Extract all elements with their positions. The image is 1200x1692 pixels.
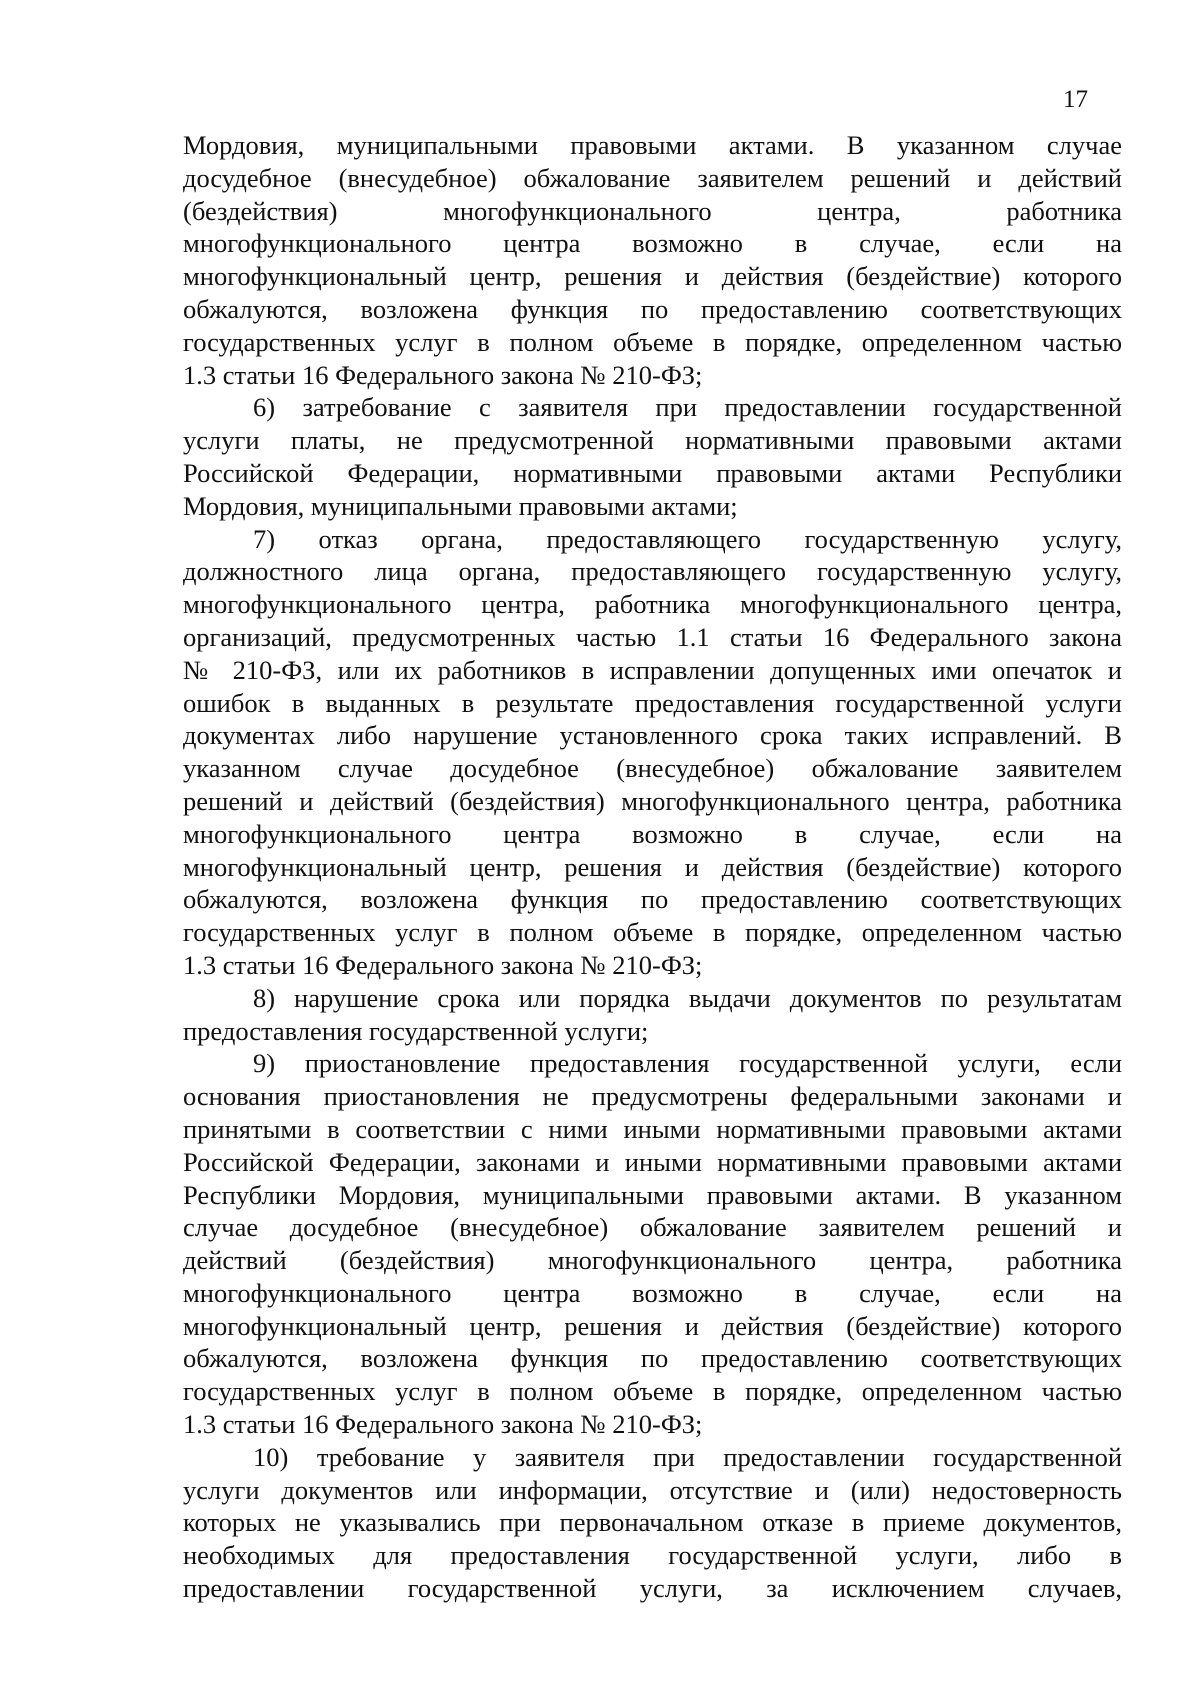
text-line: государственных услуг в полном объеме в порядке, определенном частью — [183, 1376, 1122, 1407]
text-line: 8) нарушение срока или порядка выдачи документов по результатам — [253, 982, 1122, 1013]
text-line: многофункциональный центр, решения и действия (бездействие) которого — [183, 261, 1122, 292]
paragraph — [183, 129, 1122, 391]
text-line: действий (бездействия) многофункционального центра, работника — [183, 1245, 1122, 1276]
text-line: 9) приостановление предоставления государственной услуги, если — [253, 1048, 1122, 1079]
text-line: 6) затребование с заявителя при предоставлении государственной — [253, 392, 1122, 423]
text-line: многофункционального центра возможно в случае, если на — [183, 818, 1122, 849]
text-line: услуги платы, не предусмотренной нормативными правовыми актами — [183, 425, 1122, 456]
text-line: обжалуются, возложена функция по предоставлению соответствующих — [183, 1343, 1122, 1374]
paragraph — [183, 1441, 1122, 1605]
text-line: указанном случае досудебное (внесудебное) обжалование заявителем — [183, 753, 1122, 784]
text-line: многофункционального центра, работника многофункционального центра, — [183, 589, 1122, 620]
text-line: Российской Федерации, нормативными правовыми актами Республики — [183, 457, 1122, 488]
text-line: 1.3 статьи 16 Федерального закона № 210-ФЗ; — [183, 359, 703, 390]
text-line: предоставления государственной услуги; — [183, 1015, 649, 1046]
paragraph — [183, 982, 1122, 1048]
text-line: досудебное (внесудебное) обжалование заявителем решений и действий — [183, 162, 1122, 193]
text-line: предоставлении государственной услуги, за исключением случаев, — [183, 1573, 1122, 1604]
text-line: основания приостановления не предусмотрены федеральными законами и — [183, 1081, 1122, 1112]
document-body — [183, 129, 1122, 1605]
text-line: Республики Мордовия, муниципальными правовыми актами. В указанном — [183, 1179, 1122, 1210]
text-line: Российской Федерации, законами и иными нормативными правовыми актами — [183, 1146, 1122, 1177]
text-line: обжалуются, возложена функция по предоставлению соответствующих — [183, 293, 1122, 324]
text-line: 1.3 статьи 16 Федерального закона № 210-ФЗ; — [183, 949, 703, 980]
text-line: организаций, предусмотренных частью 1.1 статьи 16 Федерального закона — [183, 621, 1122, 652]
text-line: услуги документов или информации, отсутствие и (или) недостоверность — [183, 1474, 1122, 1505]
text-line: многофункциональный центр, решения и действия (бездействие) которого — [183, 1310, 1122, 1341]
text-line: 10) требование у заявителя при предоставлении государственной — [253, 1441, 1122, 1472]
text-line: решений и действий (бездействия) многофункционального центра, работника — [183, 785, 1122, 816]
paragraph — [183, 523, 1122, 982]
paragraph — [183, 391, 1122, 522]
text-line: Мордовия, муниципальными правовыми актами. В указанном случае — [183, 130, 1122, 160]
text-line: случае досудебное (внесудебное) обжалование заявителем решений и — [183, 1212, 1122, 1243]
text-line: ошибок в выданных в результате предоставления государственной услуги — [183, 687, 1122, 718]
text-line: (бездействия) многофункционального центра, работника — [183, 195, 1122, 226]
text-line: 7) отказ органа, предоставляющего государственную услугу, — [253, 523, 1122, 554]
paragraph — [183, 1047, 1122, 1441]
text-line: многофункциональный центр, решения и действия (бездействие) которого — [183, 851, 1122, 882]
text-line: государственных услуг в полном объеме в порядке, определенном частью — [183, 326, 1122, 357]
text-line: 1.3 статьи 16 Федерального закона № 210-ФЗ; — [183, 1409, 703, 1440]
text-line: Мордовия, муниципальными правовыми актами; — [183, 490, 738, 521]
text-line: принятыми в соответствии с ними иными нормативными правовыми актами — [183, 1113, 1122, 1144]
text-line: многофункционального центра возможно в случае, если на — [183, 228, 1122, 259]
text-line: документах либо нарушение установленного срока таких исправлений. В — [183, 720, 1122, 751]
text-line: обжалуются, возложена функция по предоставлению соответствующих — [183, 884, 1122, 915]
text-line: должностного лица органа, предоставляющего государственную услугу, — [183, 556, 1122, 587]
text-line: которых не указывались при первоначальном отказе в приеме документов, — [183, 1507, 1122, 1538]
text-line: государственных услуг в полном объеме в порядке, определенном частью — [183, 917, 1122, 948]
text-line: необходимых для предоставления государственной услуги, либо в — [183, 1540, 1122, 1571]
text-line: многофункционального центра возможно в случае, если на — [183, 1277, 1122, 1308]
page-number: 17 — [1063, 86, 1088, 113]
text-line: № 210-ФЗ, или их работников в исправлении допущенных ими опечаток и — [183, 654, 1122, 685]
